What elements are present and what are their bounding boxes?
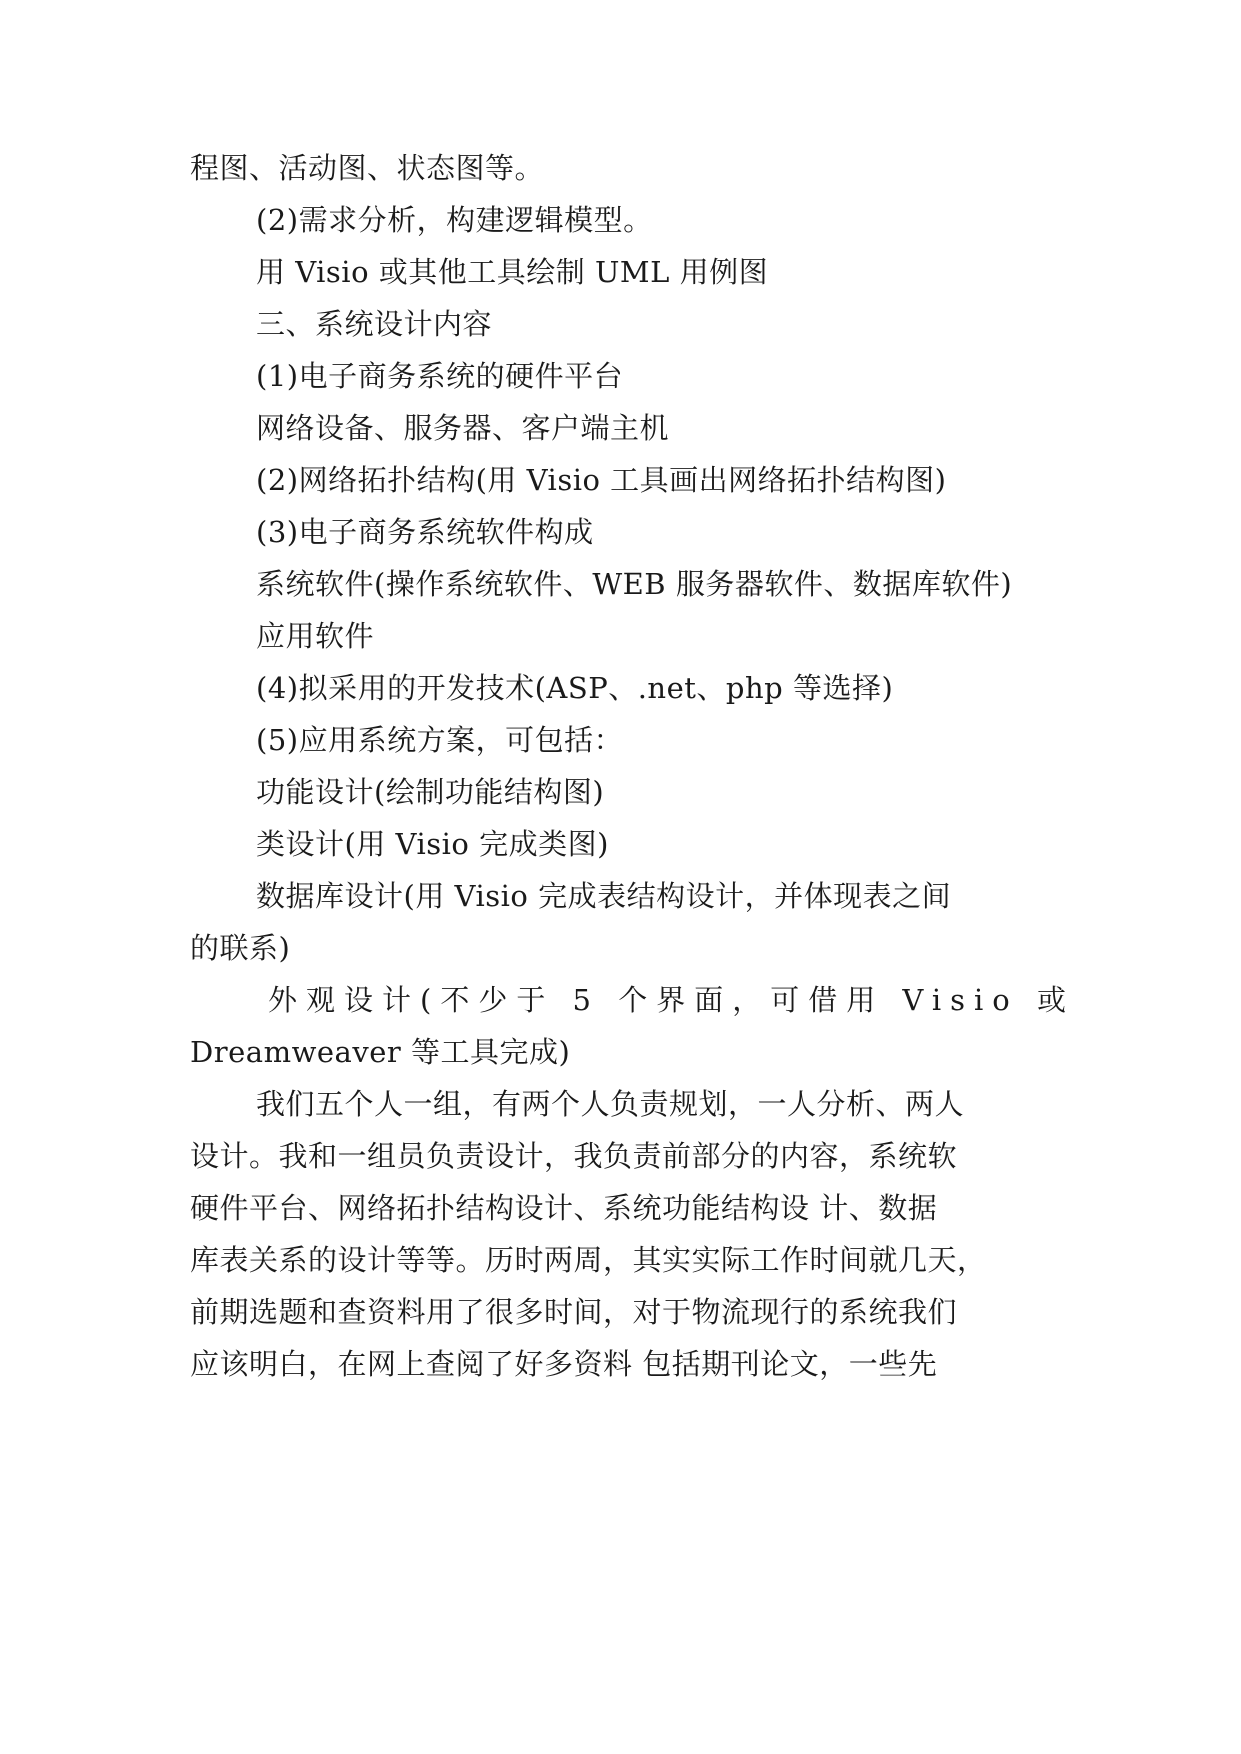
text-line: 用 Visio 或其他工具绘制 UML 用例图 (256, 255, 769, 289)
paragraph-line: 前期选题和查资料用了很多时间，对于物流现行的系统我们 (190, 1295, 958, 1329)
text-line: 的联系) (190, 931, 291, 965)
text-line: 应用软件 (256, 619, 375, 653)
text-line: (2)需求分析，构建逻辑模型。 (256, 203, 653, 237)
paragraph-line: 设计。我和一组员负责设计，我负责前部分的内容，系统软 (190, 1139, 958, 1173)
text-line: (2)网络拓扑结构(用 Visio 工具画出网络拓扑结构图) (256, 463, 947, 497)
text-line: 外观设计(不少于 5 个界面，可借用 Visio 或 (268, 983, 1075, 1017)
text-line: (1)电子商务系统的硬件平台 (256, 359, 624, 393)
paragraph-line: 应该明白，在网上查阅了好多资料 包括期刊论文，一些先 (190, 1347, 938, 1381)
text-line: 系统软件(操作系统软件、WEB 服务器软件、数据库软件) (256, 567, 1013, 601)
text-line: (4)拟采用的开发技术(ASP、.net、php 等选择) (256, 671, 894, 705)
text-line: 网络设备、服务器、客户端主机 (256, 411, 670, 445)
section-heading: 三、系统设计内容 (256, 307, 493, 341)
text-line: 类设计(用 Visio 完成类图) (256, 827, 609, 861)
paragraph-line: 库表关系的设计等等。历时两周，其实实际工作时间就几天， (190, 1243, 987, 1277)
paragraph-line: 硬件平台、网络拓扑结构设计、系统功能结构设 计、数据 (190, 1191, 938, 1225)
text-line: 功能设计(绘制功能结构图) (256, 775, 605, 809)
text-line: 数据库设计(用 Visio 完成表结构设计，并体现表之间 (256, 879, 952, 913)
text-line: Dreamweaver 等工具完成) (190, 1035, 571, 1069)
text-line: (3)电子商务系统软件构成 (256, 515, 594, 549)
text-line: (5)应用系统方案，可包括： (256, 723, 624, 757)
text-line: 程图、活动图、状态图等。 (190, 151, 545, 185)
paragraph-line: 我们五个人一组，有两个人负责规划，一人分析、两人 (256, 1087, 965, 1121)
